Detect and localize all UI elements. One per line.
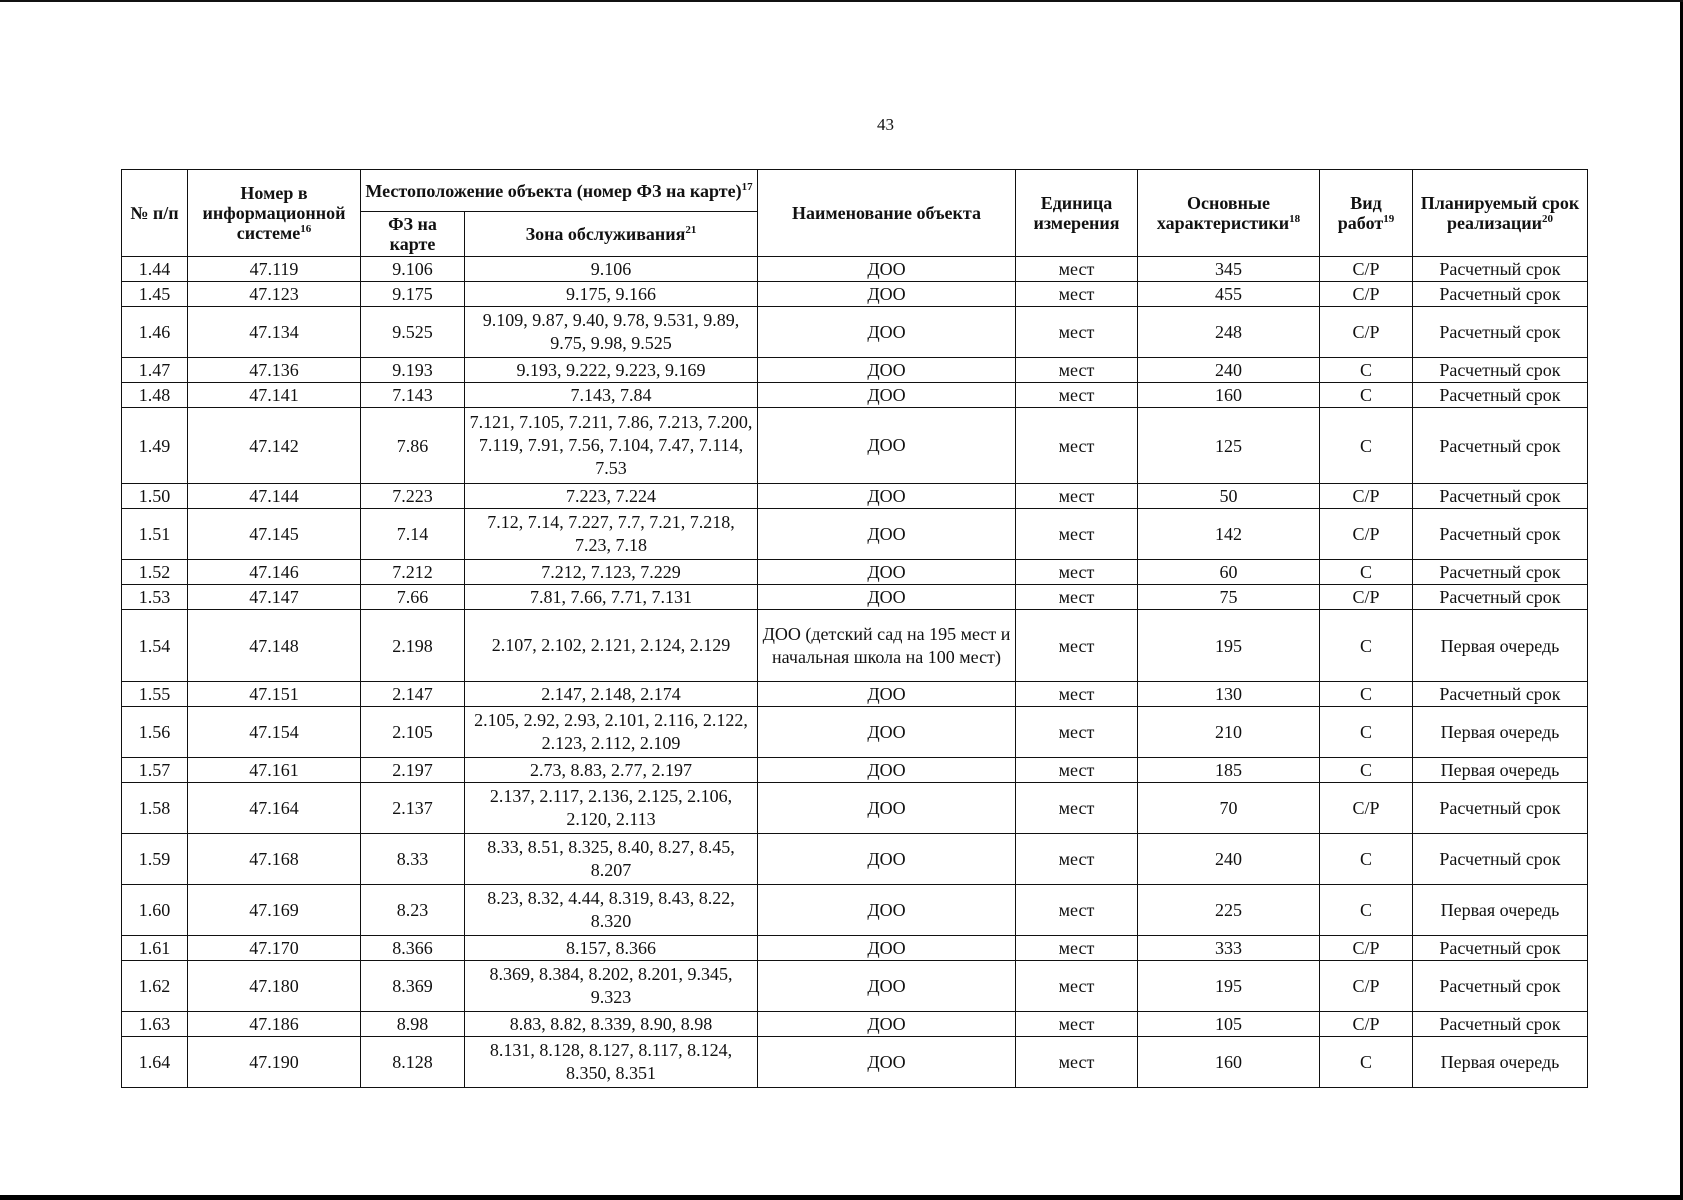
cell-term: Расчетный срок xyxy=(1413,257,1588,282)
cell-unit: мест xyxy=(1016,758,1138,783)
cell-zone: 7.81, 7.66, 7.71, 7.131 xyxy=(465,585,758,610)
table-row xyxy=(122,509,1588,560)
cell-work-type: С xyxy=(1320,682,1413,707)
cell-object-name: ДОО xyxy=(758,408,1016,484)
cell-zone: 2.107, 2.102, 2.121, 2.124, 2.129 xyxy=(465,610,758,682)
table-row xyxy=(122,707,1588,758)
cell-characteristics: 105 xyxy=(1138,1012,1320,1037)
table-row xyxy=(122,682,1588,707)
cell-info-system: 47.190 xyxy=(188,1037,361,1088)
cell-info-system: 47.141 xyxy=(188,383,361,408)
cell-characteristics: 75 xyxy=(1138,585,1320,610)
cell-info-system: 47.168 xyxy=(188,834,361,885)
cell-term: Расчетный срок xyxy=(1413,509,1588,560)
table-row xyxy=(122,484,1588,509)
cell-info-system: 47.147 xyxy=(188,585,361,610)
cell-info-system: 47.170 xyxy=(188,936,361,961)
table-row xyxy=(122,257,1588,282)
cell-term: Расчетный срок xyxy=(1413,560,1588,585)
page-number: 43 xyxy=(877,115,894,134)
table-row xyxy=(122,885,1588,936)
cell-unit: мест xyxy=(1016,307,1138,358)
cell-characteristics: 195 xyxy=(1138,961,1320,1012)
cell-num: 1.45 xyxy=(122,282,188,307)
cell-zone: 9.106 xyxy=(465,257,758,282)
table-row xyxy=(122,307,1588,358)
cell-object-name: ДОО xyxy=(758,936,1016,961)
cell-zone: 8.157, 8.366 xyxy=(465,936,758,961)
cell-fz: 8.98 xyxy=(361,1012,465,1037)
cell-num: 1.57 xyxy=(122,758,188,783)
cell-object-name: ДОО xyxy=(758,961,1016,1012)
table-row xyxy=(122,585,1588,610)
cell-unit: мест xyxy=(1016,383,1138,408)
cell-characteristics: 455 xyxy=(1138,282,1320,307)
cell-zone: 2.137, 2.117, 2.136, 2.125, 2.106, 2.120, 2.113 xyxy=(465,783,758,834)
cell-term: Первая очередь xyxy=(1413,885,1588,936)
cell-unit: мест xyxy=(1016,783,1138,834)
cell-num: 1.54 xyxy=(122,610,188,682)
cell-num: 1.62 xyxy=(122,961,188,1012)
cell-characteristics: 240 xyxy=(1138,834,1320,885)
table-row xyxy=(122,560,1588,585)
cell-object-name: ДОО xyxy=(758,358,1016,383)
cell-zone: 9.109, 9.87, 9.40, 9.78, 9.531, 9.89, 9.75, 9.98, 9.525 xyxy=(465,307,758,358)
cell-info-system: 47.144 xyxy=(188,484,361,509)
cell-num: 1.64 xyxy=(122,1037,188,1088)
cell-fz: 7.212 xyxy=(361,560,465,585)
cell-num: 1.56 xyxy=(122,707,188,758)
cell-num: 1.48 xyxy=(122,383,188,408)
cell-info-system: 47.164 xyxy=(188,783,361,834)
cell-num: 1.44 xyxy=(122,257,188,282)
cell-object-name: ДОО xyxy=(758,484,1016,509)
cell-num: 1.49 xyxy=(122,408,188,484)
cell-characteristics: 130 xyxy=(1138,682,1320,707)
cell-zone: 9.193, 9.222, 9.223, 9.169 xyxy=(465,358,758,383)
cell-num: 1.47 xyxy=(122,358,188,383)
objects-table xyxy=(121,169,1588,1088)
cell-fz: 2.105 xyxy=(361,707,465,758)
cell-zone: 8.83, 8.82, 8.339, 8.90, 8.98 xyxy=(465,1012,758,1037)
cell-work-type: С xyxy=(1320,358,1413,383)
cell-num: 1.53 xyxy=(122,585,188,610)
cell-fz: 7.86 xyxy=(361,408,465,484)
cell-term: Расчетный срок xyxy=(1413,408,1588,484)
table-row xyxy=(122,282,1588,307)
cell-object-name: ДОО xyxy=(758,707,1016,758)
cell-work-type: С xyxy=(1320,834,1413,885)
cell-fz: 8.23 xyxy=(361,885,465,936)
cell-characteristics: 125 xyxy=(1138,408,1320,484)
cell-work-type: С xyxy=(1320,1037,1413,1088)
cell-characteristics: 142 xyxy=(1138,509,1320,560)
cell-term: Расчетный срок xyxy=(1413,358,1588,383)
cell-object-name: ДОО xyxy=(758,560,1016,585)
cell-unit: мест xyxy=(1016,282,1138,307)
cell-work-type: С/Р xyxy=(1320,282,1413,307)
cell-unit: мест xyxy=(1016,885,1138,936)
cell-zone: 7.12, 7.14, 7.227, 7.7, 7.21, 7.218, 7.23, 7.18 xyxy=(465,509,758,560)
cell-characteristics: 185 xyxy=(1138,758,1320,783)
header-fz: ФЗ на карте xyxy=(361,212,465,257)
table-row xyxy=(122,1037,1588,1088)
cell-work-type: С/Р xyxy=(1320,307,1413,358)
table-row xyxy=(122,936,1588,961)
cell-fz: 8.128 xyxy=(361,1037,465,1088)
cell-zone: 8.131, 8.128, 8.127, 8.117, 8.124, 8.350, 8.351 xyxy=(465,1037,758,1088)
cell-zone: 2.105, 2.92, 2.93, 2.101, 2.116, 2.122, 2.123, 2.112, 2.109 xyxy=(465,707,758,758)
cell-characteristics: 240 xyxy=(1138,358,1320,383)
cell-object-name: ДОО xyxy=(758,1037,1016,1088)
cell-num: 1.58 xyxy=(122,783,188,834)
cell-term: Расчетный срок xyxy=(1413,1012,1588,1037)
cell-term: Расчетный срок xyxy=(1413,783,1588,834)
table-row xyxy=(122,758,1588,783)
cell-work-type: С xyxy=(1320,758,1413,783)
cell-zone: 7.121, 7.105, 7.211, 7.86, 7.213, 7.200, 7.119, 7.91, 7.56, 7.104, 7.47, 7.114, 7.53 xyxy=(465,408,758,484)
cell-zone: 9.175, 9.166 xyxy=(465,282,758,307)
cell-term: Первая очередь xyxy=(1413,610,1588,682)
cell-term: Расчетный срок xyxy=(1413,961,1588,1012)
cell-work-type: С xyxy=(1320,560,1413,585)
cell-unit: мест xyxy=(1016,682,1138,707)
cell-unit: мест xyxy=(1016,1012,1138,1037)
cell-unit: мест xyxy=(1016,1037,1138,1088)
cell-unit: мест xyxy=(1016,961,1138,1012)
cell-term: Первая очередь xyxy=(1413,758,1588,783)
cell-fz: 8.369 xyxy=(361,961,465,1012)
cell-work-type: С xyxy=(1320,383,1413,408)
cell-unit: мест xyxy=(1016,585,1138,610)
cell-characteristics: 160 xyxy=(1138,383,1320,408)
cell-zone: 8.369, 8.384, 8.202, 8.201, 9.345, 9.323 xyxy=(465,961,758,1012)
cell-unit: мест xyxy=(1016,484,1138,509)
cell-fz: 7.14 xyxy=(361,509,465,560)
cell-info-system: 47.136 xyxy=(188,358,361,383)
cell-info-system: 47.134 xyxy=(188,307,361,358)
cell-zone: 8.23, 8.32, 4.44, 8.319, 8.43, 8.22, 8.320 xyxy=(465,885,758,936)
cell-term: Расчетный срок xyxy=(1413,383,1588,408)
header-num: № п/п xyxy=(122,170,188,257)
header-object-name: Наименование объекта xyxy=(758,170,1016,257)
cell-num: 1.50 xyxy=(122,484,188,509)
cell-work-type: С/Р xyxy=(1320,936,1413,961)
cell-info-system: 47.154 xyxy=(188,707,361,758)
cell-info-system: 47.123 xyxy=(188,282,361,307)
cell-term: Расчетный срок xyxy=(1413,282,1588,307)
cell-characteristics: 248 xyxy=(1138,307,1320,358)
cell-term: Расчетный срок xyxy=(1413,682,1588,707)
cell-fz: 7.223 xyxy=(361,484,465,509)
cell-info-system: 47.161 xyxy=(188,758,361,783)
cell-zone: 2.73, 8.83, 2.77, 2.197 xyxy=(465,758,758,783)
header-info-system: Номер в информационной системе$^{16}$ xyxy=(188,170,361,257)
cell-unit: мест xyxy=(1016,610,1138,682)
cell-term: Расчетный срок xyxy=(1413,936,1588,961)
table-row xyxy=(122,783,1588,834)
table-row xyxy=(122,834,1588,885)
header-zone: Зона обслуживания$^{21}$ xyxy=(465,212,758,257)
cell-fz: 9.175 xyxy=(361,282,465,307)
cell-zone: 7.212, 7.123, 7.229 xyxy=(465,560,758,585)
cell-characteristics: 333 xyxy=(1138,936,1320,961)
cell-object-name: ДОО xyxy=(758,758,1016,783)
table-row xyxy=(122,961,1588,1012)
cell-term: Расчетный срок xyxy=(1413,484,1588,509)
cell-object-name: ДОО xyxy=(758,682,1016,707)
cell-info-system: 47.142 xyxy=(188,408,361,484)
cell-unit: мест xyxy=(1016,707,1138,758)
cell-fz: 7.66 xyxy=(361,585,465,610)
cell-unit: мест xyxy=(1016,936,1138,961)
cell-term: Расчетный срок xyxy=(1413,585,1588,610)
cell-characteristics: 70 xyxy=(1138,783,1320,834)
cell-info-system: 47.148 xyxy=(188,610,361,682)
cell-object-name: ДОО xyxy=(758,1012,1016,1037)
table-row xyxy=(122,1012,1588,1037)
header-location: Местоположение объекта (номер ФЗ на карте)$^{17}$ xyxy=(361,170,758,212)
cell-work-type: С/Р xyxy=(1320,585,1413,610)
cell-work-type: С xyxy=(1320,707,1413,758)
cell-work-type: С/Р xyxy=(1320,484,1413,509)
cell-num: 1.52 xyxy=(122,560,188,585)
cell-fz: 9.525 xyxy=(361,307,465,358)
cell-num: 1.63 xyxy=(122,1012,188,1037)
cell-fz: 8.366 xyxy=(361,936,465,961)
cell-fz: 8.33 xyxy=(361,834,465,885)
cell-fz: 2.197 xyxy=(361,758,465,783)
header-term: Планируемый срок реализации$^{20}$ xyxy=(1413,170,1588,257)
table-row xyxy=(122,358,1588,383)
cell-num: 1.60 xyxy=(122,885,188,936)
cell-characteristics: 160 xyxy=(1138,1037,1320,1088)
cell-unit: мест xyxy=(1016,408,1138,484)
cell-object-name: ДОО (детский сад на 195 мест и начальная школа на 100 мест) xyxy=(758,610,1016,682)
cell-term: Расчетный срок xyxy=(1413,307,1588,358)
table-row xyxy=(122,383,1588,408)
cell-characteristics: 345 xyxy=(1138,257,1320,282)
cell-fz: 2.198 xyxy=(361,610,465,682)
cell-unit: мест xyxy=(1016,257,1138,282)
cell-object-name: ДОО xyxy=(758,834,1016,885)
cell-info-system: 47.169 xyxy=(188,885,361,936)
cell-work-type: С xyxy=(1320,408,1413,484)
cell-num: 1.51 xyxy=(122,509,188,560)
cell-characteristics: 50 xyxy=(1138,484,1320,509)
cell-fz: 7.143 xyxy=(361,383,465,408)
cell-info-system: 47.180 xyxy=(188,961,361,1012)
cell-work-type: С/Р xyxy=(1320,783,1413,834)
top-border-line xyxy=(0,0,1683,2)
cell-info-system: 47.151 xyxy=(188,682,361,707)
cell-work-type: С/Р xyxy=(1320,257,1413,282)
header-work-type: Вид работ$^{19}$ xyxy=(1320,170,1413,257)
cell-zone: 2.147, 2.148, 2.174 xyxy=(465,682,758,707)
cell-object-name: ДОО xyxy=(758,885,1016,936)
cell-characteristics: 195 xyxy=(1138,610,1320,682)
cell-info-system: 47.146 xyxy=(188,560,361,585)
cell-term: Первая очередь xyxy=(1413,707,1588,758)
cell-object-name: ДОО xyxy=(758,282,1016,307)
cell-object-name: ДОО xyxy=(758,585,1016,610)
cell-unit: мест xyxy=(1016,509,1138,560)
table-row xyxy=(122,408,1588,484)
cell-characteristics: 210 xyxy=(1138,707,1320,758)
cell-work-type: С xyxy=(1320,885,1413,936)
cell-object-name: ДОО xyxy=(758,257,1016,282)
cell-num: 1.55 xyxy=(122,682,188,707)
cell-work-type: С xyxy=(1320,610,1413,682)
cell-fz: 9.193 xyxy=(361,358,465,383)
cell-term: Первая очередь xyxy=(1413,1037,1588,1088)
header-characteristics: Основные характеристики$^{18}$ xyxy=(1138,170,1320,257)
cell-work-type: С/Р xyxy=(1320,509,1413,560)
cell-info-system: 47.145 xyxy=(188,509,361,560)
cell-unit: мест xyxy=(1016,834,1138,885)
header-unit: Единица измерения xyxy=(1016,170,1138,257)
cell-info-system: 47.119 xyxy=(188,257,361,282)
cell-num: 1.59 xyxy=(122,834,188,885)
cell-work-type: С/Р xyxy=(1320,961,1413,1012)
cell-object-name: ДОО xyxy=(758,383,1016,408)
cell-unit: мест xyxy=(1016,560,1138,585)
cell-unit: мест xyxy=(1016,358,1138,383)
cell-object-name: ДОО xyxy=(758,783,1016,834)
cell-object-name: ДОО xyxy=(758,307,1016,358)
table-row xyxy=(122,610,1588,682)
cell-object-name: ДОО xyxy=(758,509,1016,560)
cell-term: Расчетный срок xyxy=(1413,834,1588,885)
cell-fz: 9.106 xyxy=(361,257,465,282)
cell-num: 1.46 xyxy=(122,307,188,358)
cell-fz: 2.137 xyxy=(361,783,465,834)
cell-characteristics: 60 xyxy=(1138,560,1320,585)
cell-num: 1.61 xyxy=(122,936,188,961)
cell-zone: 7.223, 7.224 xyxy=(465,484,758,509)
cell-zone: 7.143, 7.84 xyxy=(465,383,758,408)
cell-fz: 2.147 xyxy=(361,682,465,707)
cell-zone: 8.33, 8.51, 8.325, 8.40, 8.27, 8.45, 8.207 xyxy=(465,834,758,885)
cell-work-type: С/Р xyxy=(1320,1012,1413,1037)
cell-characteristics: 225 xyxy=(1138,885,1320,936)
cell-info-system: 47.186 xyxy=(188,1012,361,1037)
